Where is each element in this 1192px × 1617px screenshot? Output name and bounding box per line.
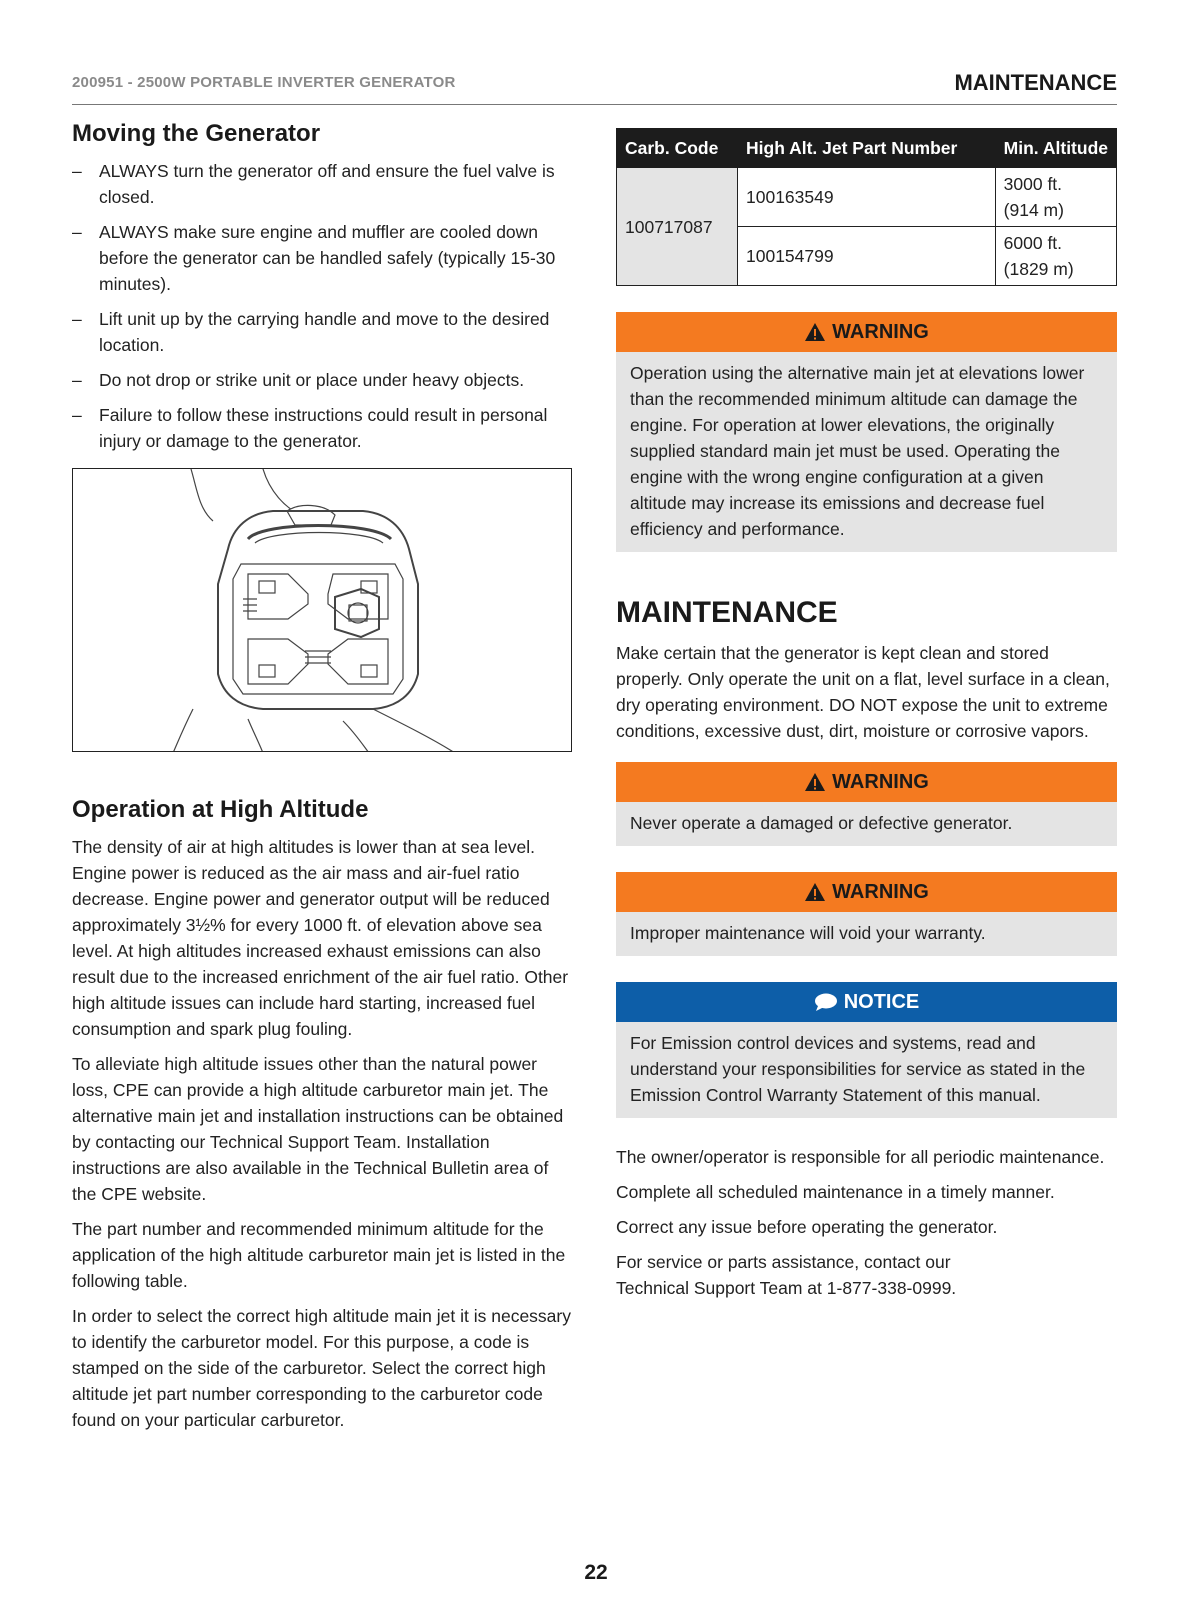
warning-bar xyxy=(616,762,1117,802)
col-header-part-number: High Alt. Jet Part Number xyxy=(738,129,996,168)
warning-box-altitude xyxy=(616,312,1117,552)
notice-bar xyxy=(616,982,1117,1022)
maintenance-intro: Make certain that the generator is kept clean and stored properly. Only operate the unit on a flat, level surface in a clean, dry operating environment. DO NOT expose the unit to extreme conditions, excessive dust, dirt, moisture or corrosive vapors. xyxy=(616,643,1110,741)
altitude-ft: 3000 ft. xyxy=(1003,174,1063,194)
dash-icon: – xyxy=(72,309,82,329)
carb-code-cell: 100717087 xyxy=(617,168,738,286)
altitude-ft: 6000 ft. xyxy=(1003,233,1063,253)
dash-icon: – xyxy=(72,161,82,181)
generator-illustration-icon xyxy=(73,469,572,752)
section-title: MAINTENANCE xyxy=(954,70,1117,95)
warning-title: WARNING xyxy=(832,770,929,793)
warning-bar xyxy=(616,312,1117,352)
closing-line: Complete all scheduled maintenance in a timely manner. xyxy=(616,1182,1055,1202)
warning-bar xyxy=(616,872,1117,912)
left-column xyxy=(72,120,576,1442)
warning-title: WARNING xyxy=(832,320,929,343)
bullet-text: Lift unit up by the carrying handle and move to the desired location. xyxy=(99,309,550,355)
page-header xyxy=(72,70,1117,105)
min-altitude-cell xyxy=(995,168,1116,227)
bullet-text: Failure to follow these instructions could result in personal injury or damage to the generator. xyxy=(99,405,548,451)
altitude-paragraph: The density of air at high altitudes is lower than at sea level. Engine power is reduced as the air mass and air-fuel ratio decrease. Engine power and generator output will be reduced approximately 3½% for every 1000 ft. of elevation above sea level. At high altitudes increased exhaust emissions can also result due to the increased enrichment of the air fuel ratio. Other high altitude issues can include hard starting, increased fuel consumption and spark plug fouling. xyxy=(72,837,569,1039)
min-altitude-cell xyxy=(995,227,1116,286)
dash-icon: – xyxy=(72,405,82,425)
warning-triangle-icon xyxy=(804,772,826,792)
closing-line: Correct any issue before operating the generator. xyxy=(616,1217,998,1237)
contact-line: For service or parts assistance, contact our xyxy=(616,1252,951,1272)
bullet-item xyxy=(72,402,576,454)
bullet-text: Do not drop or strike unit or place under heavy objects. xyxy=(99,370,525,390)
moving-heading: Moving the Generator xyxy=(72,120,321,147)
warning-text: Improper maintenance will void your warranty. xyxy=(616,912,1117,956)
moving-bullets xyxy=(72,158,576,454)
warning-box-maintenance xyxy=(616,872,1117,956)
notice-box xyxy=(616,982,1117,1118)
speech-bubble-icon xyxy=(814,992,838,1012)
notice-text: For Emission control devices and systems, read and understand your responsibilities for service as stated in the Emission Control Warranty Statement of this manual. xyxy=(616,1022,1117,1118)
high-altitude-jet-table xyxy=(616,128,1117,286)
notice-title: NOTICE xyxy=(843,990,920,1013)
altitude-paragraph: In order to select the correct high altitude main jet it is necessary to identify the carburetor model. For this purpose, a code is stamped on the side of the carburetor. Select the correct high altitude jet part number corresponding to the carburetor code found on your particular carburetor. xyxy=(72,1306,571,1430)
page-number: 22 xyxy=(584,1561,608,1584)
bullet-item xyxy=(72,306,576,358)
altitude-paragraph: To alleviate high altitude issues other than the natural power loss, CPE can provide a high altitude carburetor main jet. The alternative main jet and installation instructions can be obtained by contacting our Technical Support Team. Installation instructions are also available in the Technical Bulletin area of the CPE website. xyxy=(72,1054,564,1204)
altitude-m: (914 m) xyxy=(1003,200,1064,220)
closing-line: The owner/operator is responsible for all periodic maintenance. xyxy=(616,1147,1105,1167)
warning-box-damaged xyxy=(616,762,1117,846)
altitude-body xyxy=(72,834,576,1433)
warning-triangle-icon xyxy=(804,882,826,902)
bullet-text: ALWAYS make sure engine and muffler are cooled down before the generator can be handled safely (typically 15-30 minutes). xyxy=(99,222,556,294)
part-number-cell: 100163549 xyxy=(738,168,996,227)
warning-title: WARNING xyxy=(832,880,929,903)
col-header-min-altitude: Min. Altitude xyxy=(995,129,1116,168)
table-header-row xyxy=(617,129,1117,168)
bullet-text: ALWAYS turn the generator off and ensure the fuel valve is closed. xyxy=(99,161,555,207)
bullet-item xyxy=(72,158,576,210)
altitude-heading: Operation at High Altitude xyxy=(72,796,369,823)
part-number-cell: 100154799 xyxy=(738,227,996,286)
right-column xyxy=(616,128,1117,1310)
document-title: 200951 - 2500W PORTABLE INVERTER GENERATOR xyxy=(72,74,456,91)
closing-text xyxy=(616,1144,1117,1301)
generator-carry-illustration xyxy=(72,468,572,752)
bullet-item xyxy=(72,219,576,297)
contact-info xyxy=(616,1249,1117,1301)
dash-icon: – xyxy=(72,370,82,390)
col-header-carb-code: Carb. Code xyxy=(617,129,738,168)
altitude-m: (1829 m) xyxy=(1003,259,1074,279)
table-row xyxy=(617,168,1117,227)
dash-icon: – xyxy=(72,222,82,242)
altitude-paragraph: The part number and recommended minimum altitude for the application of the high altitude carburetor main jet is listed in the following table. xyxy=(72,1219,566,1291)
contact-phone-line: Technical Support Team at 1-877-338-0999. xyxy=(616,1278,957,1298)
warning-triangle-icon xyxy=(804,322,826,342)
warning-text: Operation using the alternative main jet at elevations lower than the recommended minimum altitude can damage the engine. For operation at lower elevations, the originally supplied standard main jet must be used. Operating the engine with the wrong engine configuration at a given altitude may increase its emissions and decrease fuel efficiency and performance. xyxy=(616,352,1117,552)
maintenance-heading: MAINTENANCE xyxy=(616,596,838,629)
bullet-item xyxy=(72,367,576,393)
warning-text: Never operate a damaged or defective generator. xyxy=(616,802,1117,846)
